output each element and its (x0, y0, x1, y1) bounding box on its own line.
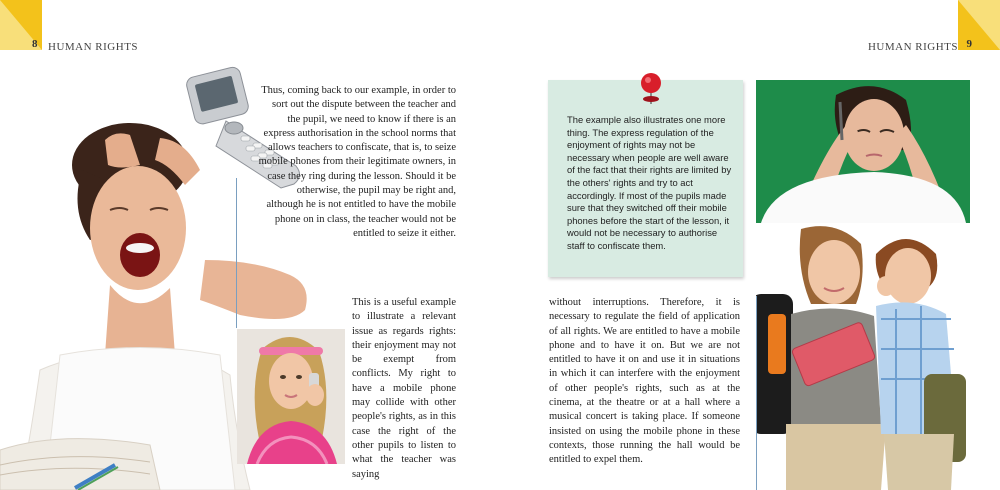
running-head: HUMAN RIGHTS (867, 41, 958, 53)
girl-on-phone-photo (237, 329, 345, 464)
pushpin-icon (640, 72, 662, 108)
column-rule (236, 178, 237, 328)
running-head: HUMAN RIGHTS (48, 41, 139, 53)
page-number: 9 (966, 38, 972, 50)
page-number: 8 (32, 38, 38, 50)
children-whispering-photo (756, 224, 970, 490)
column-rule (756, 296, 757, 490)
right-column-text: without interruptions. Therefore, it is necessary to regulate the field of application of all rights. We are entitled to have a mobile phone and to have it on. But we are not entitled to have it on and use it in situations in which it can interfere with the enjoyment of other people's rights, such as at the cinema, at the theatre or at a hall where a musical concert is taking place. If someone insisted on using the mobile phone in these contexts, those running the hall would be entitled to expel them. (549, 297, 740, 466)
note-text: The example also illustrates one more thing. The express regulation of the enjoyment of rights may not be necessary when people are well aware of the fact that their rights are limited by the others' rights and try to act accordingly. If most of the pupils made sure that they switched off their mobile phones before the start of the lesson, it would not be necessary to authorise staff to confiscate them. (567, 114, 732, 251)
left-column-text-1: Thus, coming back to our example, in order to sort out the dispute between the teacher and the pupil, we need to know if there is an express authorisation in the school norms that allows teachers to confiscate, that is, to seize mobile phones from their legitimate owners, in case they ring during the lesson. Should it be otherwise, the pupil may be right and, although he is not entitled to have the mobile phone on in class, the teacher would not be entitled to seize it either. (258, 85, 456, 239)
pinned-note (548, 80, 743, 277)
corner-tab (958, 0, 1000, 50)
teen-girl-headache-photo (756, 80, 970, 223)
left-column-text-2: This is a useful example to illustrate a relevant issue as regards rights: their enjoyment may not be exempt from conflicts. My right to have a mobile phone may collide with other people's rights, as in this case the right of the other pupils to listen to what the teacher was saying (352, 297, 456, 480)
right-page (500, 0, 1000, 490)
